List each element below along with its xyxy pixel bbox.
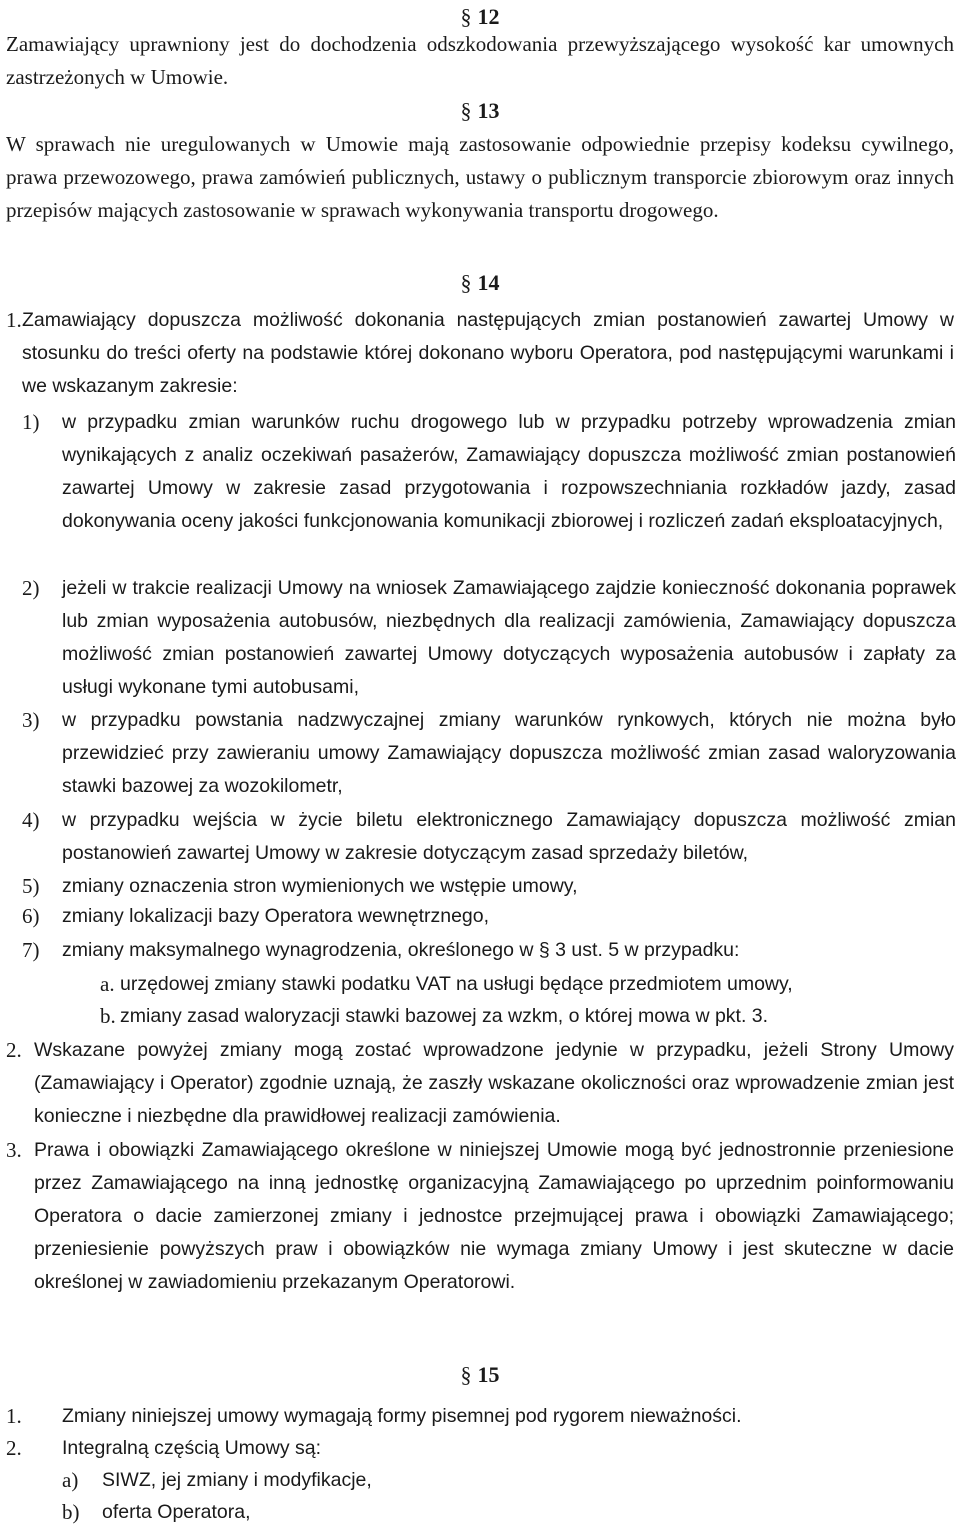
section-13-heading: [0, 94, 960, 127]
sub-item: [62, 1496, 942, 1529]
section-symbol: §: [460, 98, 472, 123]
sub-item: [100, 1000, 950, 1033]
section-symbol: §: [460, 4, 472, 29]
section-symbol: §: [460, 1362, 472, 1387]
list-item-number: 5): [22, 874, 40, 898]
list-item: [6, 1432, 954, 1465]
section-13-text: W sprawach nie uregulowanych w Umowie mają zastosowanie odpowiednie przepisy kodeksu cywilnego, prawa przewozowego, prawa zamówień publicznych, ustawy o publicznym transporcie zbiorowym oraz innych przepisów mających zastosowanie w sprawach wykonywania transportu drogowego.: [6, 132, 954, 222]
list-item: [22, 406, 956, 538]
paragraph-number: 3.: [6, 1138, 22, 1162]
paragraph-text: Zamawiający dopuszcza możliwość dokonania następujących zmian postanowień zawartej Umowy w stosunku do treści oferty na podstawie której dokonano wyboru Operatora, pod następującymi warunkami i we wskazanym zakresie:: [22, 309, 954, 397]
list-item-text: w przypadku powstania nadzwyczajnej zmiany warunków rynkowych, których nie można było przewidzieć przy zawieraniu umowy Zamawiający dopuszcza możliwość zmian zasad waloryzowania stawki bazowej za wozokilometr,: [62, 709, 956, 797]
sub-item: [100, 968, 950, 1001]
sub-item: [62, 1464, 942, 1497]
section-15-heading: [0, 1358, 960, 1391]
list-item-text: Integralną częścią Umowy są:: [62, 1437, 322, 1459]
list-item-number: 3): [22, 708, 40, 732]
list-item-number: 1): [22, 410, 40, 434]
list-item-number: 2.: [6, 1436, 22, 1460]
section-12-text: Zamawiający uprawniony jest do dochodzenia odszkodowania przewyższającego wysokość kar umownych zastrzeżonych w Umowie.: [6, 32, 954, 89]
sub-item-text: urzędowej zmiany stawki podatku VAT na usługi będące przedmiotem umowy,: [120, 973, 793, 995]
section-number: 14: [477, 270, 500, 295]
list-item: [22, 804, 956, 870]
list-item-text: zmiany maksymalnego wynagrodzenia, określonego w § 3 ust. 5 w przypadku:: [62, 939, 740, 961]
list-item-text: zmiany oznaczenia stron wymienionych we wstępie umowy,: [62, 875, 578, 897]
list-item-number: 6): [22, 904, 40, 928]
section-symbol: §: [460, 270, 472, 295]
sub-item-letter: b.: [100, 1004, 116, 1028]
list-item: [22, 572, 956, 704]
section-number: 15: [477, 1362, 500, 1387]
list-item-number: 1.: [6, 1404, 22, 1428]
paragraph-number: 2.: [6, 1038, 22, 1062]
list-item-text: w przypadku zmian warunków ruchu drogowego lub w przypadku potrzeby wprowadzenia zmian wynikających z analiz oczekiwań pasażerów, Zamawiający dopuszcza możliwość zmian postanowień zawartej Umowy w zakresie zasad przygotowania i rozpowszechniania rozkładów jazdy, zasad dokonywania oceny jakości funkcjonowania komunikacji zbiorowej i rozliczeń zadań eksploatacyjnych,: [62, 411, 956, 532]
section-14-heading: [0, 266, 960, 299]
list-item: [22, 900, 956, 933]
paragraph-text: Prawa i obowiązki Zamawiającego określone w niniejszej Umowie mogą być jednostronnie przeniesione przez Zamawiającego na inną jednostkę organizacyjną Zamawiającego po uprzednim poinformowaniu Operatora o dacie zamierzonej zmiany i jednostce przejmującej prawa i obowiązki Zamawiającego; przeniesienie powyższych praw i obowiązków nie wymaga zmiany Umowy i jest skuteczne w dacie określonej w zawiadomieniu przekazanym Operatorowi.: [34, 1139, 954, 1293]
paragraph-2: [6, 1034, 954, 1133]
list-item-text: w przypadku wejścia w życie biletu elektronicznego Zamawiający dopuszcza możliwość zmian postanowień zawartej Umowy w zakresie dotyczącym zasad sprzedaży biletów,: [62, 809, 956, 864]
list-item: [22, 870, 956, 903]
sub-item-text: oferta Operatora,: [102, 1501, 251, 1523]
paragraph-1: [6, 304, 954, 403]
sub-item-text: SIWZ, jej zmiany i modyfikacje,: [102, 1469, 372, 1491]
list-item: [6, 1400, 954, 1433]
sub-item-letter: b): [62, 1500, 80, 1524]
list-item-text: zmiany lokalizacji bazy Operatora wewnętrznego,: [62, 905, 490, 927]
paragraph-3: [6, 1134, 954, 1299]
list-item-number: 4): [22, 808, 40, 832]
sub-item-letter: a): [62, 1468, 79, 1492]
list-item-number: 7): [22, 938, 40, 962]
sub-item-text: zmiany zasad waloryzacji stawki bazowej za wzkm, o której mowa w pkt. 3.: [120, 1005, 769, 1027]
list-item-text: Zmiany niniejszej umowy wymagają formy pisemnej pod rygorem nieważności.: [62, 1405, 742, 1427]
list-item: [22, 934, 956, 967]
section-number: 13: [477, 98, 500, 123]
paragraph-number: 1.: [6, 308, 22, 332]
list-item: [22, 704, 956, 803]
list-item-text: jeżeli w trakcie realizacji Umowy na wniosek Zamawiającego zajdzie konieczność dokonania poprawek lub zmian wyposażenia autobusów, niezbędnych dla realizacji zamówienia, Zamawiający dopuszcza możliwość zmian postanowień zawartej Umowy dotyczących wyposażenia autobusów i zapłaty za usługi wykonane tymi autobusami,: [62, 577, 956, 698]
section-number: 12: [477, 4, 500, 29]
paragraph-text: Wskazane powyżej zmiany mogą zostać wprowadzone jedynie w przypadku, jeżeli Strony Umowy (Zamawiający i Operator) zgodnie uznają, że zaszły wskazane okoliczności oraz wprowadzenie zmian jest konieczne i niezbędne dla prawidłowej realizacji zamówienia.: [34, 1039, 954, 1127]
list-item-number: 2): [22, 576, 40, 600]
sub-item-letter: a.: [100, 972, 115, 996]
